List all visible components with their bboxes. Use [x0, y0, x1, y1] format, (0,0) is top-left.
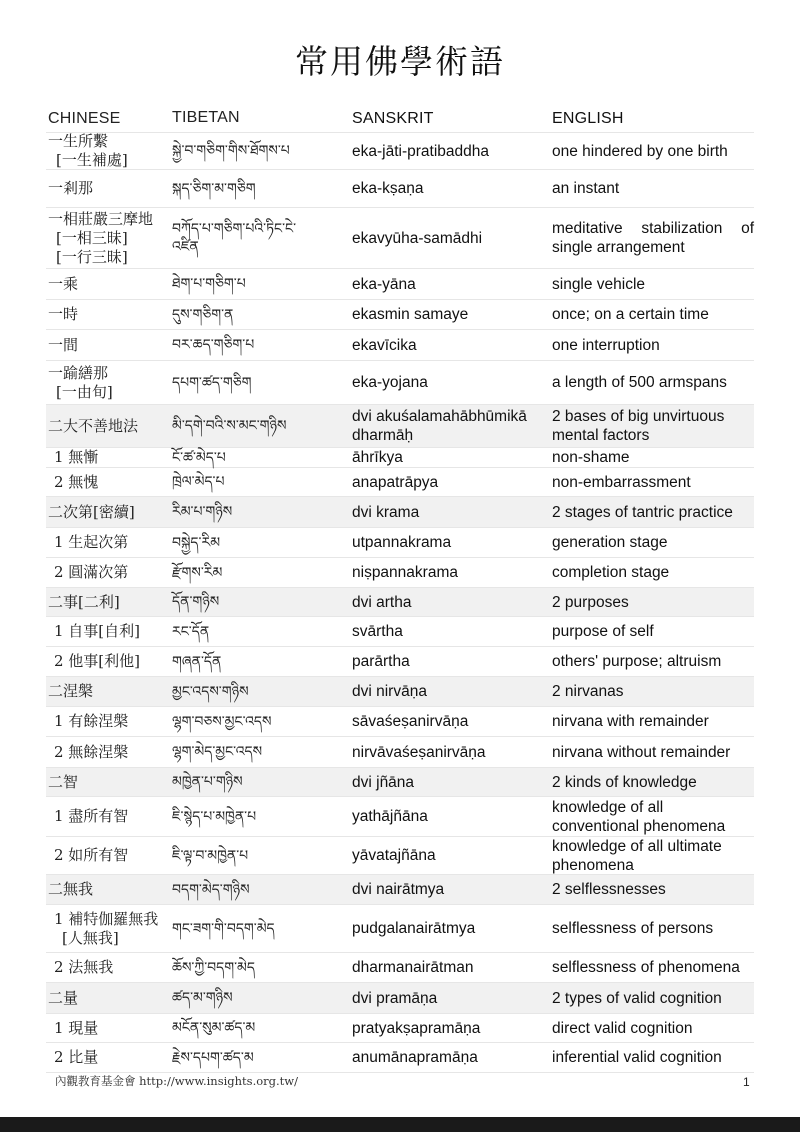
tibetan-term-line: རྫོགས་རིམ [172, 564, 223, 581]
cell-sanskrit: sāvaśeṣanirvāṇa [352, 713, 469, 730]
cell-english: 2 stages of tantric practice [552, 503, 733, 521]
table-header-row [46, 104, 754, 133]
cell-chinese [46, 593, 172, 612]
tibetan-term-line: ཆོས་ཀྱི་བདག་མེད [172, 959, 255, 976]
table-row [46, 588, 754, 617]
cell-tibetan [172, 306, 352, 324]
cell-sanskrit: dvi nirvāṇa [352, 683, 427, 700]
cell-sanskrit: eka-yojana [352, 374, 428, 391]
cell-sanskrit: dvi pramāṇa [352, 989, 438, 1007]
cell-sanskrit: utpannakrama [352, 534, 452, 551]
cell-english: knowledge of all ultimate phenomena [552, 837, 722, 874]
chinese-term-line: 2 無愧 [54, 472, 99, 491]
table-row [46, 837, 754, 875]
table-row [46, 208, 754, 269]
table-row [46, 300, 754, 330]
chinese-term-line: 二大不善地法 [48, 416, 139, 435]
cell-chinese [46, 336, 172, 355]
cell-english: non-shame [552, 449, 630, 466]
table-body [46, 133, 754, 1073]
cell-chinese [46, 958, 172, 977]
cell-tibetan [172, 1019, 352, 1037]
chinese-term-line: 二無我 [48, 880, 94, 898]
cell-chinese [46, 364, 172, 402]
cell-chinese [46, 210, 172, 267]
cell-english: direct valid cognition [552, 1019, 693, 1037]
table-row [46, 468, 754, 497]
table-row [46, 1043, 754, 1073]
table-row [46, 405, 754, 448]
cell-tibetan [172, 564, 352, 582]
table-row [46, 677, 754, 707]
cell-sanskrit: eka-yāna [352, 275, 416, 293]
cell-tibetan [172, 847, 352, 865]
cell-english: non-embarrassment [552, 473, 691, 491]
cell-tibetan [172, 534, 352, 552]
cell-sanskrit: pratyakṣapramāṇa [352, 1019, 481, 1037]
cell-chinese [46, 275, 172, 294]
cell-english: others' purpose; altruism [552, 653, 722, 670]
chinese-term-line: 1 有餘涅槃 [54, 712, 129, 730]
chinese-term-line: 1 自事[自利] [54, 622, 141, 640]
tibetan-term-line: དོན་གཉིས [172, 594, 220, 610]
cell-tibetan [172, 275, 352, 293]
cell-tibetan [172, 336, 352, 354]
cell-chinese [46, 305, 172, 324]
cell-sanskrit: ekavīcika [352, 336, 417, 354]
cell-tibetan [172, 808, 352, 826]
chinese-term-line: [一相三昧] [56, 228, 128, 247]
cell-tibetan [172, 920, 352, 938]
cell-tibetan [172, 503, 352, 521]
table-row [46, 269, 754, 300]
cell-chinese [46, 417, 172, 436]
table-row [46, 983, 754, 1014]
cell-chinese [46, 1019, 172, 1038]
cell-sanskrit: ekasmin samaye [352, 306, 469, 323]
cell-sanskrit: anumānapramāṇa [352, 1049, 478, 1066]
cell-english: a length of 500 armspans [552, 374, 727, 391]
cell-english: 2 purposes [552, 593, 629, 611]
table-row [46, 707, 754, 737]
cell-sanskrit: yathājñāna [352, 808, 428, 825]
cell-english: 2 selflessnesses [552, 881, 666, 898]
chinese-term-line: 一間 [48, 335, 79, 354]
cell-tibetan [172, 773, 352, 791]
cell-tibetan [172, 683, 352, 701]
cell-chinese [46, 533, 172, 552]
chinese-term-line: 一相莊嚴三摩地 [48, 209, 154, 228]
tibetan-term-line: ཇི་སྙེད་པ་མཁྱེན་པ [172, 808, 257, 825]
tibetan-term-line: མངོན་སུམ་ཚད་མ [172, 1020, 256, 1036]
cell-sanskrit: svārtha [352, 623, 403, 640]
footer-source: 內觀教育基金會 http://www.insights.org.tw/ [55, 1074, 298, 1088]
cell-chinese [46, 563, 172, 582]
chinese-term-line: 2 他事[利他] [54, 652, 141, 670]
chinese-term-line: 1 生起次第 [54, 533, 129, 551]
chinese-term-line: 1 無慚 [54, 448, 99, 466]
cell-sanskrit: dvi nairātmya [352, 881, 445, 898]
chinese-term-line: [一行三昧] [56, 247, 128, 266]
page-number: 1 [743, 1075, 750, 1089]
chinese-term-line: 2 法無我 [54, 958, 114, 976]
table-row [46, 448, 754, 468]
tibetan-term-line: རྗེས་དཔག་ཚད་མ [172, 1049, 254, 1066]
tibetan-term-line: ལྷག་མེད་མྱང་འདས [172, 744, 263, 760]
table-row [46, 170, 754, 208]
cell-english: an instant [552, 180, 620, 197]
cell-english: nirvana without remainder [552, 743, 731, 761]
header-tibetan: TIBETAN [172, 109, 240, 126]
cell-tibetan [172, 593, 352, 611]
cell-sanskrit: parārtha [352, 653, 410, 670]
cell-tibetan [172, 713, 352, 731]
chinese-term-line: 二智 [48, 772, 79, 791]
cell-english: knowledge of all conventional phenomena [552, 798, 726, 835]
chinese-term-line: 2 圓滿次第 [54, 563, 129, 581]
cell-sanskrit: niṣpannakrama [352, 564, 458, 581]
cell-tibetan [172, 989, 352, 1007]
glossary-table [46, 104, 754, 1073]
cell-chinese [46, 622, 172, 641]
chinese-term-line: 2 無餘涅槃 [54, 742, 129, 761]
cell-english: one interruption [552, 336, 660, 354]
cell-sanskrit: dharmanairātman [352, 959, 474, 976]
table-row [46, 797, 754, 837]
cell-english: one hindered by one birth [552, 142, 728, 160]
table-row [46, 737, 754, 768]
cell-sanskrit: yāvatajñāna [352, 847, 436, 864]
tibetan-term-line: ལྷག་བཅས་མྱང་འདས [172, 713, 272, 730]
chinese-term-line: 二涅槃 [48, 682, 94, 700]
cell-sanskrit: dvi akuśalamahābhūmikā dharmāḥ [352, 408, 527, 444]
chinese-term-line: 一踰繕那 [48, 363, 109, 382]
tibetan-term-line: གཞན་དོན [172, 653, 222, 670]
cell-chinese [46, 807, 172, 826]
chinese-term-line: 2 如所有智 [54, 846, 129, 864]
cell-chinese [46, 910, 172, 948]
header-chinese: CHINESE [48, 109, 121, 127]
chinese-term-line: 一剎那 [48, 179, 94, 197]
tibetan-term-line: ངོ་ཚ་མེད་པ [172, 449, 226, 466]
chinese-term-line: 1 現量 [54, 1018, 99, 1037]
cell-english: completion stage [552, 564, 670, 581]
cell-tibetan [172, 653, 352, 671]
cell-tibetan [172, 623, 352, 641]
tibetan-term-line: རང་དོན [172, 623, 210, 640]
bottom-bar [0, 1117, 800, 1132]
cell-chinese [46, 989, 172, 1008]
tibetan-term-line: བཀོད་པ་གཅིག་པའི་ཏིང་ངེ་ [172, 221, 297, 237]
cell-sanskrit: pudgalanairātmya [352, 920, 476, 937]
cell-sanskrit: nirvāvaśeṣanirvāṇa [352, 743, 486, 761]
cell-sanskrit: anapatrāpya [352, 473, 439, 491]
cell-chinese [46, 652, 172, 671]
tibetan-term-line: ཇི་ལྟ་བ་མཁྱེན་པ [172, 847, 249, 864]
cell-chinese [46, 682, 172, 701]
cell-english: 2 bases of big unvirtuous mental factors [552, 408, 725, 444]
cell-english: generation stage [552, 534, 668, 551]
cell-tibetan [172, 1049, 352, 1067]
chinese-term-line: 1 補特伽羅無我 [54, 909, 159, 928]
cell-chinese [46, 743, 172, 762]
tibetan-term-line: དཔག་ཚད་གཅིག [172, 374, 252, 391]
cell-tibetan [172, 417, 352, 435]
cell-chinese [46, 846, 172, 865]
cell-chinese [46, 1048, 172, 1067]
tibetan-term-line: འཛིན [172, 239, 199, 255]
chinese-term-line: 二次第[密續] [48, 502, 135, 521]
cell-tibetan [172, 473, 352, 491]
cell-english: single vehicle [552, 275, 646, 293]
cell-english: nirvana with remainder [552, 713, 709, 730]
cell-tibetan [172, 142, 352, 160]
table-row [46, 875, 754, 905]
table-row [46, 528, 754, 558]
cell-chinese [46, 503, 172, 522]
cell-sanskrit: eka-kṣaṇa [352, 180, 424, 197]
table-row [46, 330, 754, 361]
table-row [46, 905, 754, 953]
chinese-term-line: 一生所繫 [48, 132, 109, 150]
table-row [46, 558, 754, 588]
table-row [46, 617, 754, 647]
cell-english: 2 kinds of knowledge [552, 773, 697, 791]
cell-sanskrit: ekavyūha-samādhi [352, 229, 483, 247]
cell-english: selflessness of persons [552, 920, 714, 937]
tibetan-term-line: མྱང་འདས་གཉིས [172, 683, 249, 700]
cell-chinese [46, 448, 172, 467]
chinese-term-line: 一時 [48, 305, 79, 323]
tibetan-term-line: བསྐྱེད་རིམ [172, 534, 221, 551]
cell-chinese [46, 132, 172, 170]
chinese-term-line: 1 盡所有智 [54, 807, 129, 825]
cell-sanskrit: dvi krama [352, 503, 420, 521]
tibetan-term-line: བདག་མེད་གཉིས [172, 881, 250, 898]
tibetan-term-line: རིམ་པ་གཉིས [172, 504, 233, 520]
cell-english: inferential valid cognition [552, 1049, 722, 1066]
cell-english: meditative stabilization of single arrangement [552, 220, 754, 256]
cell-chinese [46, 712, 172, 731]
cell-tibetan [172, 743, 352, 761]
chinese-term-line: 2 比量 [54, 1048, 99, 1066]
chinese-term-line: [人無我] [62, 928, 119, 947]
cell-sanskrit: dvi jñāna [352, 773, 415, 791]
header-english: ENGLISH [552, 109, 624, 127]
cell-tibetan [172, 959, 352, 977]
table-row [46, 133, 754, 170]
cell-english: selflessness of phenomena [552, 959, 740, 976]
cell-tibetan [172, 449, 352, 467]
table-row [46, 1014, 754, 1043]
cell-tibetan [172, 180, 352, 198]
cell-english: purpose of self [552, 623, 654, 640]
tibetan-term-line: སྐྱེ་བ་གཅིག་གིས་ཐོགས་པ [172, 143, 290, 159]
chinese-term-line: 一乘 [48, 274, 79, 293]
cell-tibetan [172, 881, 352, 899]
tibetan-term-line: དུས་གཅིག་ན [172, 306, 234, 323]
cell-english: 2 types of valid cognition [552, 989, 722, 1007]
tibetan-term-line: ཁྲེལ་མེད་པ [172, 474, 225, 490]
cell-tibetan [172, 374, 352, 392]
chinese-term-line: [一由旬] [56, 382, 113, 401]
cell-english: 2 nirvanas [552, 683, 624, 700]
cell-chinese [46, 473, 172, 492]
cell-chinese [46, 880, 172, 899]
table-row [46, 953, 754, 983]
tibetan-term-line: སྐད་ཅིག་མ་གཅིག [172, 180, 256, 197]
chinese-term-line: [一生補處] [56, 151, 128, 169]
tibetan-term-line: གང་ཟག་གི་བདག་མེད [172, 920, 275, 937]
chinese-term-line: 二事[二利] [48, 592, 120, 611]
cell-sanskrit: eka-jāti-pratibaddha [352, 142, 490, 160]
cell-sanskrit: āhrīkya [352, 449, 403, 466]
table-row [46, 361, 754, 405]
tibetan-term-line: ཐེག་པ་གཅིག་པ [172, 276, 246, 292]
tibetan-term-line: མཁྱེན་པ་གཉིས [172, 774, 243, 790]
page-title: 常用佛學術語 [295, 42, 505, 81]
cell-chinese [46, 773, 172, 792]
cell-english: once; on a certain time [552, 306, 709, 323]
tibetan-term-line: མི་དགེ་བའི་ས་མང་གཉིས [172, 418, 287, 434]
cell-sanskrit: dvi artha [352, 593, 412, 611]
cell-chinese [46, 179, 172, 198]
chinese-term-line: 二量 [48, 988, 79, 1007]
table-row [46, 768, 754, 797]
table-row [46, 647, 754, 677]
tibetan-term-line: ཚད་མ་གཉིས [172, 990, 233, 1006]
cell-tibetan [172, 220, 352, 256]
header-sanskrit: SANSKRIT [352, 109, 434, 127]
tibetan-term-line: བར་ཆད་གཅིག་པ [172, 337, 255, 353]
table-row [46, 497, 754, 528]
